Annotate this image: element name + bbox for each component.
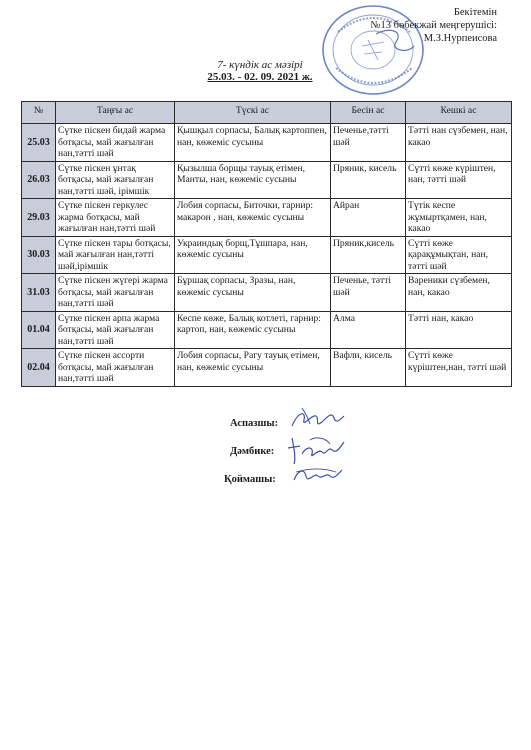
table-row (22, 311, 512, 349)
date-cell: 30.03 (22, 236, 56, 274)
snack-cell: Печенье,тәтті шәй (331, 124, 406, 162)
dinner-cell: Вареники сүзбемен, нан, какао (406, 274, 512, 312)
snack-cell: Вафли, кисель (331, 349, 406, 387)
cook-label: Аспазшы: (230, 418, 279, 429)
table-header-row (22, 102, 512, 124)
dinner-cell: Сүтті көже қарақұмықтан, нан, тәтті шәй (406, 236, 512, 274)
storekeeper-signature-row (224, 474, 276, 494)
breakfast-cell: Сүтке піскен ұнтақ ботқасы, май жағылған нан,тәтті шәй, ірімшік (56, 161, 175, 199)
title-period: 25.03. - 02. 09. 2021 ж. (207, 71, 313, 83)
dinner-cell: Тәтті нан сүзбемен, нан, какао (406, 124, 512, 162)
column-header: Түскі ас (175, 102, 331, 124)
column-header: Кешкі ас (406, 102, 512, 124)
table-row (22, 199, 512, 237)
approval-name: М.З.Нурпеисова (423, 33, 497, 44)
snack-cell: Пряник, кисель (331, 161, 406, 199)
nurse-signature-row (230, 446, 274, 466)
column-header: Таңғы ас (56, 102, 175, 124)
table-row (22, 349, 512, 387)
date-cell: 26.03 (22, 161, 56, 199)
table-row (22, 124, 512, 162)
lunch-cell: Лобия сорпасы, Рагу тауық етімен, нан, көжеміс сусыны (175, 349, 331, 387)
document-title (150, 59, 370, 83)
approval-position: №13 бөбекжай меңгерушісі: (370, 20, 497, 31)
storekeeper-label: Қоймашы: (224, 474, 276, 485)
table-row (22, 236, 512, 274)
cook-signature (288, 406, 348, 436)
dinner-cell: Тәтті нан, какао (406, 311, 512, 349)
dinner-cell: Сүтті көже күріштен,нан, тәтті шәй (406, 349, 512, 387)
breakfast-cell: Сүтке піскен бидай жарма ботқасы, май жағылған нан,тәтті шәй (56, 124, 175, 162)
dinner-cell: Түтік кеспе жұмыртқамен, нан, какао (406, 199, 512, 237)
date-cell: 02.04 (22, 349, 56, 387)
cook-signature-row (230, 418, 278, 438)
table-row (22, 274, 512, 312)
approval-heading: Бекітемін (453, 7, 497, 18)
breakfast-cell: Сүтке піскен ассорти ботқасы, май жағылған нан,тәтті шәй (56, 349, 175, 387)
column-header: № (22, 102, 56, 124)
title-line: 7- күндік ас мәзірі (217, 59, 303, 71)
breakfast-cell: Сүтке піскен жүгері жарма ботқасы, май жағылған нан,тәтті шәй (56, 274, 175, 312)
lunch-cell: Украиндық борщ,Тұшпара, нан, көжеміс сусыны (175, 236, 331, 274)
snack-cell: Алма (331, 311, 406, 349)
date-cell: 01.04 (22, 311, 56, 349)
storekeeper-signature (290, 462, 346, 490)
dinner-cell: Сүтті көже күріштен, нан, тәтті шәй (406, 161, 512, 199)
date-cell: 31.03 (22, 274, 56, 312)
lunch-cell: Қышқыл сорпасы, Балық картоппен, нан, көжеміс сусыны (175, 124, 331, 162)
lunch-cell: Лобия сорпасы, Биточки, гарнир: макарон , нан, көжеміс сусыны (175, 199, 331, 237)
snack-cell: Пряник,кисель (331, 236, 406, 274)
lunch-cell: Бұршақ сорпасы, Зразы, нан, көжеміс сусыны (175, 274, 331, 312)
date-cell: 29.03 (22, 199, 56, 237)
snack-cell: Айран (331, 199, 406, 237)
breakfast-cell: Сүтке піскен арпа жарма ботқасы, май жағылған нан,тәтті шәй (56, 311, 175, 349)
date-cell: 25.03 (22, 124, 56, 162)
breakfast-cell: Сүтке піскен тары ботқасы, май жағылған нан,тәтті шәй,ірімшік (56, 236, 175, 274)
table-row (22, 161, 512, 199)
menu-table (21, 101, 512, 387)
column-header: Бесін ас (331, 102, 406, 124)
nurse-label: Дәмбике: (230, 446, 275, 457)
breakfast-cell: Сүтке піскен геркулес жарма ботқасы, май жағылған нан,тәтті шәй (56, 199, 175, 237)
approval-block (317, 6, 497, 45)
lunch-cell: Кеспе көже, Балық котлеті, гарнир: картоп, нан, көжеміс сусыны (175, 311, 331, 349)
lunch-cell: Қызылша борщы тауық етімен, Манты, нан, көжеміс сусыны (175, 161, 331, 199)
snack-cell: Печенье, тәтті шәй (331, 274, 406, 312)
